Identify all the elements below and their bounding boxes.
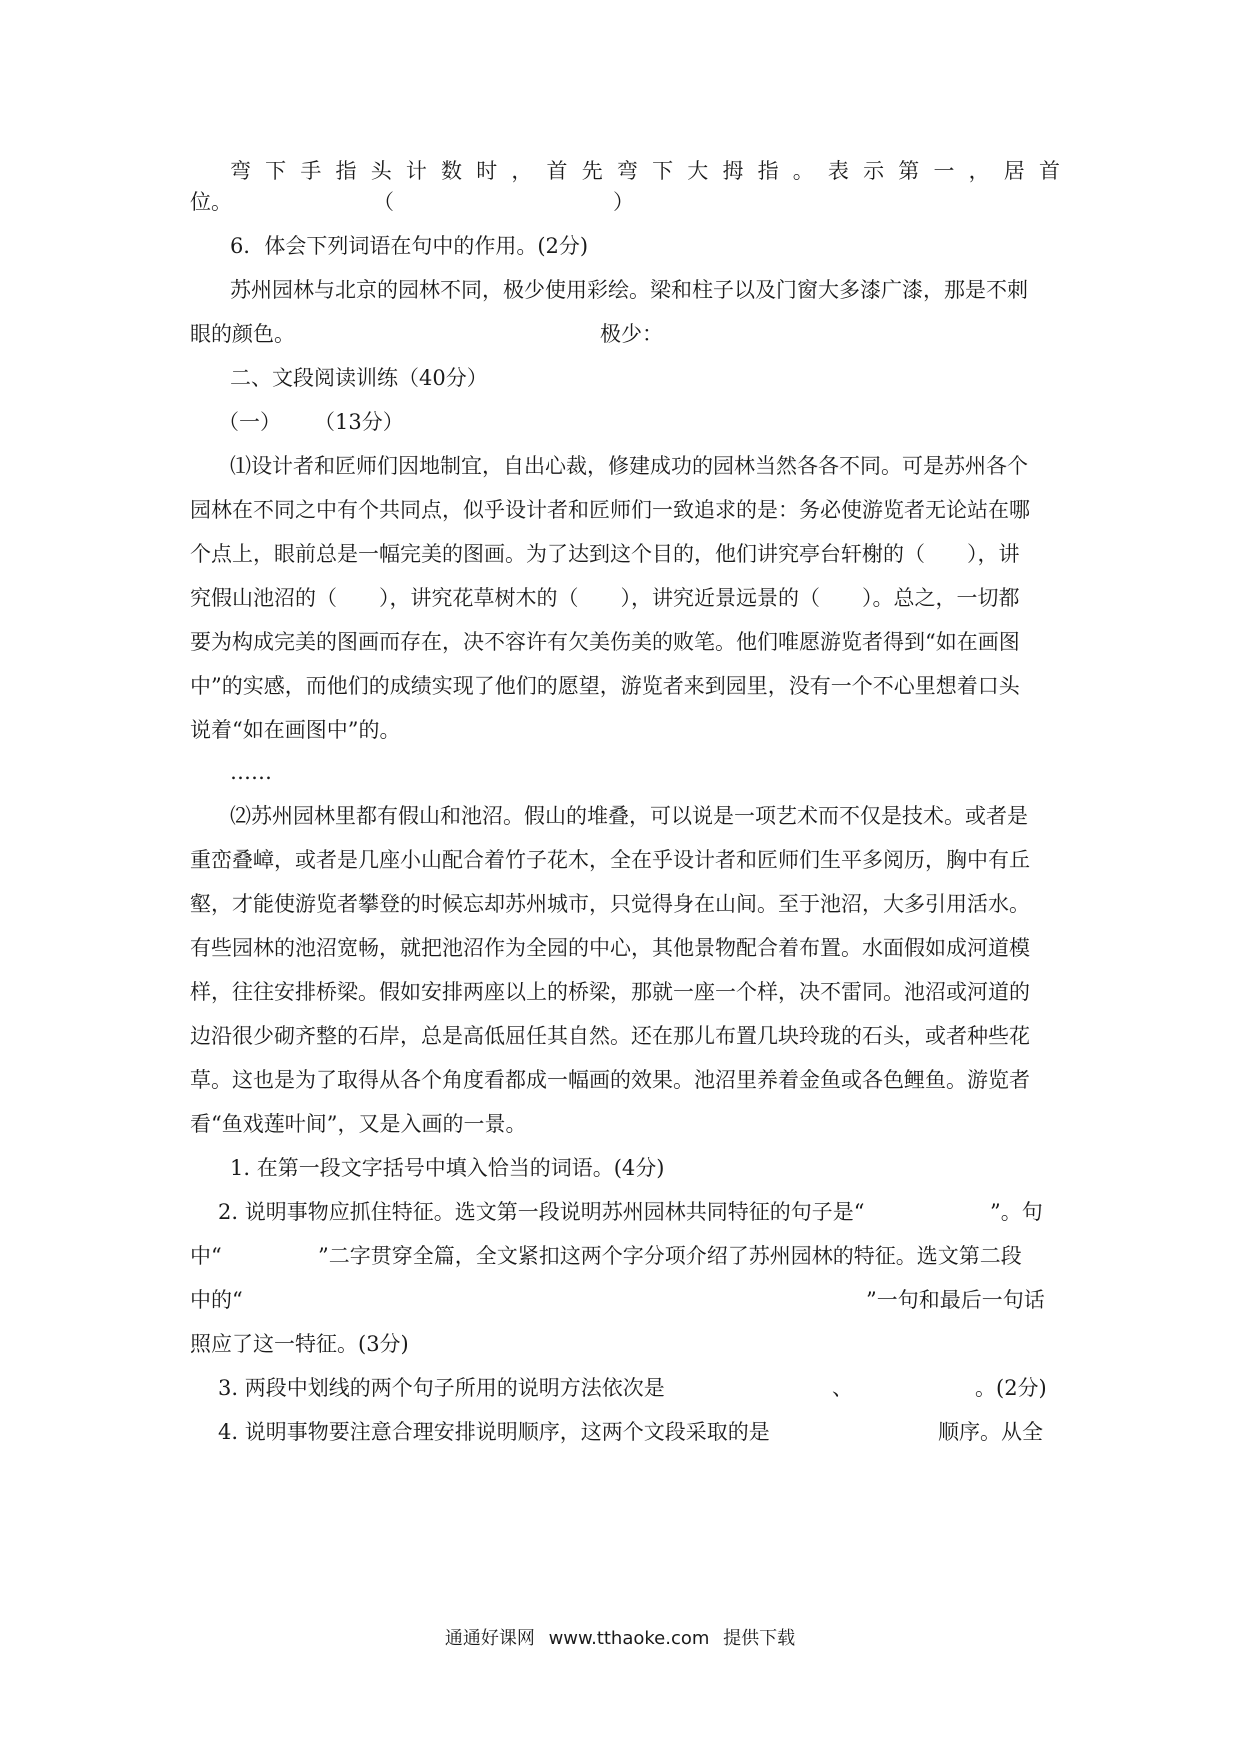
paragraph-2-line: ⑵苏州园林里都有假山和池沼。假山的堆叠，可以说是一项艺术而不仅是技术。或者是 <box>230 804 1028 828</box>
paragraph-2-line: 有些园林的池沼宽畅，就把池沼作为全园的中心，其他景物配合着布置。水面假如成河道模 <box>190 936 1030 960</box>
question-1: 1. 在第一段文字括号中填入恰当的词语。(4分) <box>230 1156 665 1180</box>
line-1-char: ， <box>968 159 990 183</box>
line-1-char: 首 <box>1038 159 1060 183</box>
line-1-char: 弯 <box>616 159 638 183</box>
line-1-char: 一 <box>933 159 955 183</box>
question-6-sentence: 苏州园林与北京的园林不同，极少使用彩绘。梁和柱子以及门窗大多漆广漆，那是不刺 <box>230 278 1028 302</box>
line-1-char: 大 <box>687 159 709 183</box>
question-2-part-e: 中的“ <box>190 1288 243 1312</box>
footer-site: 通通好课网 <box>444 1628 535 1649</box>
paragraph-2-line: 看“鱼戏莲叶间”，又是入画的一景。 <box>190 1112 527 1136</box>
ellipsis: …… <box>230 760 272 784</box>
line-1-char: 弯 <box>230 159 251 183</box>
question-6-sentence-end: 眼的颜色。 <box>190 322 295 346</box>
line-1-char: 示 <box>863 159 885 183</box>
open-paren: （ <box>373 190 394 214</box>
page-footer <box>0 1627 1240 1651</box>
line-1-char: 下 <box>652 159 674 183</box>
footer-note: 提供下载 <box>723 1628 796 1649</box>
paragraph-2-line: 边沿很少砌齐整的石岸，总是高低屈任其自然。还在那儿布置几块玲珑的石头，或者种些花 <box>190 1024 1030 1048</box>
line-1 <box>230 157 1060 185</box>
paragraph-1-line: ⑴设计者和匠师们因地制宜，自出心裁，修建成功的园林当然各各不同。可是苏州各个 <box>230 454 1028 478</box>
line-1-char: ， <box>511 159 533 183</box>
line-1-char: 第 <box>898 159 920 183</box>
line-1-char: 时 <box>476 159 498 183</box>
paragraph-2-line: 草。这也是为了取得从各个角度看都成一幅画的效果。池沼里养着金鱼或各色鲤鱼。游览者 <box>190 1068 1030 1092</box>
question-3-part-b: 、 <box>832 1376 853 1400</box>
line-2-text: 位。 <box>190 190 232 214</box>
line-1-char: 。 <box>792 159 814 183</box>
line-1-char: 首 <box>546 159 568 183</box>
line-1-char: 拇 <box>722 159 744 183</box>
paragraph-1-line: 个点上，眼前总是一幅完美的图画。为了达到这个目的，他们讲究亭台轩榭的（ ），讲 <box>190 542 1020 566</box>
line-1-char: 表 <box>827 159 849 183</box>
line-1-char: 居 <box>1003 159 1025 183</box>
close-paren: ） <box>613 190 634 214</box>
paragraph-1-line: 要为构成完美的图画而存在，决不容许有欠美伤美的败笔。他们唯愿游览者得到“如在画图 <box>190 630 1020 654</box>
paragraph-1-line: 说着“如在画图中”的。 <box>190 718 401 742</box>
question-3-part-a: 3. 两段中划线的两个句子所用的说明方法依次是 <box>218 1376 665 1400</box>
question-6: 6．体会下列词语在句中的作用。(2分) <box>230 234 589 258</box>
footer-url[interactable]: www.tthaoke.com <box>548 1628 710 1649</box>
question-3-part-c: 。(2分) <box>975 1376 1047 1400</box>
line-1-char: 手 <box>300 159 322 183</box>
paragraph-1-line: 园林在不同之中有个共同点，似乎设计者和匠师们一致追求的是：务必使游览者无论站在哪 <box>190 498 1030 522</box>
question-2-part-b: ”。句 <box>990 1200 1043 1224</box>
paragraph-1-line: 中”的实感，而他们的成绩实现了他们的愿望，游览者来到园里，没有一个不心里想着口头 <box>190 674 1020 698</box>
line-1-char: 指 <box>335 159 357 183</box>
line-1-char: 先 <box>581 159 603 183</box>
paragraph-2-line: 壑，才能使游览者攀登的时候忘却苏州城市，只觉得身在山间。至于池沼，大多引用活水。 <box>190 892 1030 916</box>
question-2-part-d: ”二字贯穿全篇，全文紧扣这两个字分项介绍了苏州园林的特征。选文第二段 <box>318 1244 1022 1268</box>
line-1-char: 计 <box>405 159 427 183</box>
line-1-char: 头 <box>370 159 392 183</box>
question-4-part-a: 4. 说明事物要注意合理安排说明顺序，这两个文段采取的是 <box>218 1420 770 1444</box>
question-6-answer-label: 极少： <box>600 322 663 346</box>
subsection-1-score: （13分） <box>314 410 404 434</box>
subsection-1-label: （一） <box>218 410 281 434</box>
section-2-heading: 二、文段阅读训练（40分） <box>230 366 488 390</box>
question-2-part-c: 中“ <box>190 1244 222 1268</box>
paragraph-1-line: 究假山池沼的（ ），讲究花草树木的（ ），讲究近景远景的（ ）。总之，一切都 <box>190 586 1020 610</box>
paragraph-2-line: 重峦叠嶂，或者是几座小山配合着竹子花木，全在乎设计者和匠师们生平多阅历，胸中有丘 <box>190 848 1030 872</box>
question-4-part-b: 顺序。从全 <box>938 1420 1043 1444</box>
paragraph-2-line: 样，往往安排桥梁。假如安排两座以上的桥梁，那就一座一个样，决不雷同。池沼或河道的 <box>190 980 1030 1004</box>
line-1-char: 指 <box>757 159 779 183</box>
line-1-char: 数 <box>441 159 463 183</box>
line-1-char: 下 <box>265 159 287 183</box>
question-2-part-f: ”一句和最后一句话 <box>866 1288 1045 1312</box>
question-2-part-g: 照应了这一特征。(3分) <box>190 1332 409 1356</box>
question-2-part-a: 2. 说明事物应抓住特征。选文第一段说明苏州园林共同特征的句子是“ <box>218 1200 865 1224</box>
